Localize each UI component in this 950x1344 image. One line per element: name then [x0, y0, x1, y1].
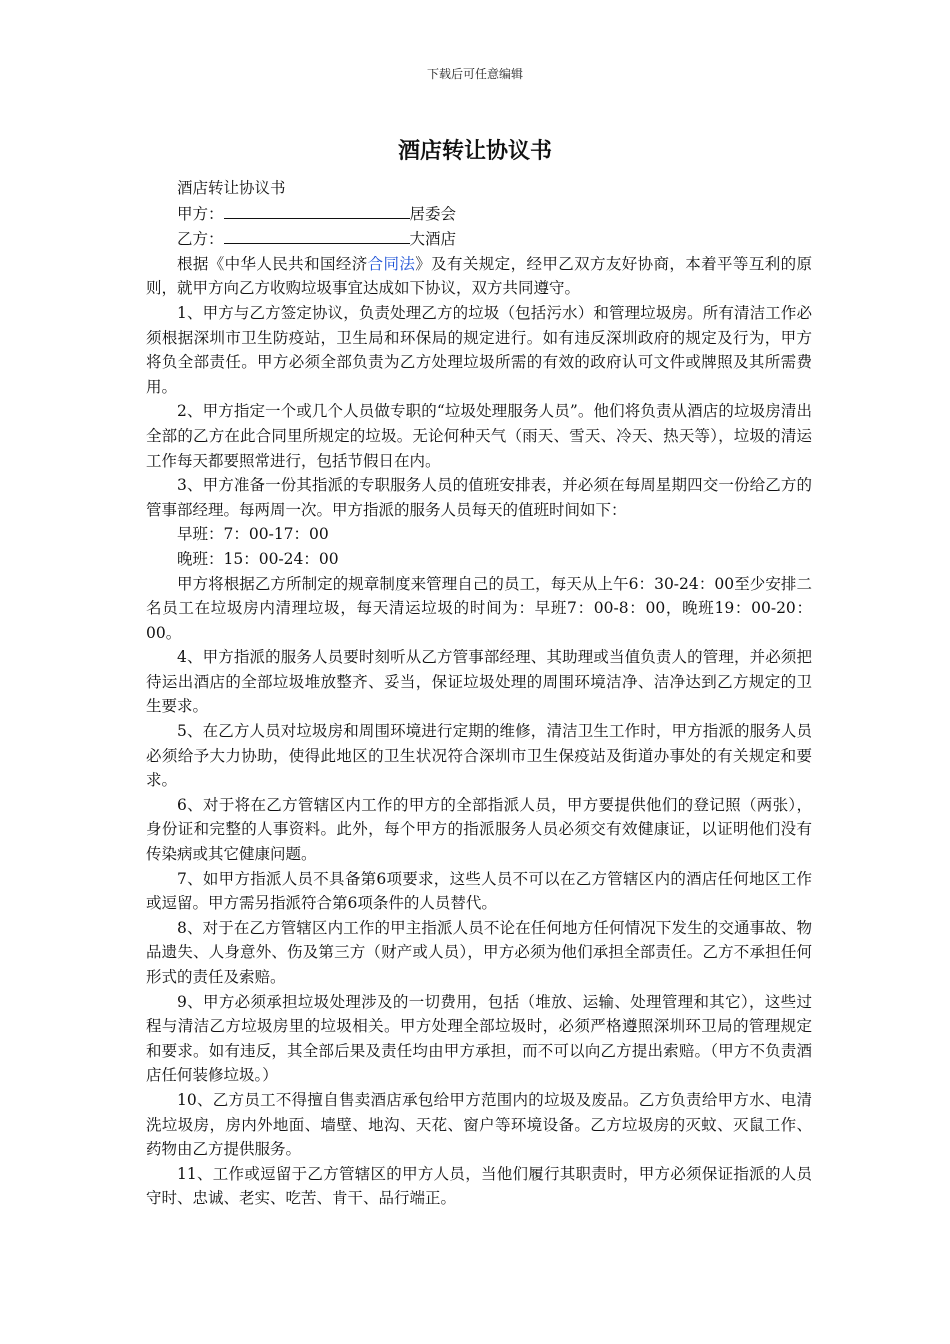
clause-10: 10、乙方员工不得擅自售卖酒店承包给甲方范围内的垃圾及废品。乙方负责给甲方水、电清洗垃圾房，房内外地面、墙壁、地沟、天花、窗户等环境设备。乙方垃圾房的灭蚊、灭鼠工作、药物由乙方提供服务。 [146, 1090, 812, 1159]
party-a-blank [224, 201, 410, 219]
contract-law-link[interactable]: 合同法 [367, 254, 416, 273]
preamble-before: 根据《中华人民共和国经济 [177, 254, 368, 273]
preamble-after: 》及有关规定，经甲乙双方友好协商，本着平等互利的原则，就甲方向乙方收购垃圾事宜达成如下协议，双方共同遵守。 [146, 254, 812, 298]
clause-7: 7、如甲方指派人员不具备第6项要求，这些人员不可以在乙方管辖区内的酒店任何地区工作或逗留。甲方需另指派符合第6项条件的人员替代。 [146, 869, 812, 913]
document-body [146, 176, 812, 1211]
party-b-suffix: 大酒店 [409, 230, 457, 249]
document-title: 酒店转让协议书 [397, 138, 552, 164]
preamble [146, 252, 812, 301]
clause-9: 9、甲方必须承担垃圾处理涉及的一切费用，包括（堆放、运输、处理管理和其它），这些过程与清洁乙方垃圾房里的垃圾相关。甲方处理全部垃圾时，必须严格遵照深圳环卫局的管理规定和要求。如有违反，其全部后果及责任均由甲方承担，而不可以向乙方提出索赔。（甲方不负责酒店任何装修垃圾。） [146, 992, 812, 1085]
header-note: 下载后可任意编辑 [426, 67, 523, 81]
party-b-blank [224, 226, 410, 244]
shift-evening: 晚班：15：00-24：00 [177, 549, 339, 568]
party-a-label: 甲方： [177, 204, 224, 223]
clause-5: 5、在乙方人员对垃圾房和周围环境进行定期的维修，清洁卫生工作时，甲方指派的服务人员必须给予大力协助，使得此地区的卫生状况符合深圳市卫生保疫站及街道办事处的有关规定和要求。 [146, 722, 812, 790]
clause-3-continued: 甲方将根据乙方所制定的规章制度来管理自己的员工，每天从上午6：30-24：00至少安排二名员工在垃圾房内清理垃圾，每天清运垃圾的时间为：早班7：00-8：00，晚班19：00-20：00。 [146, 574, 812, 642]
party-a-line [146, 201, 812, 227]
clause-2: 2、甲方指定一个或几个人员做专职的“垃圾处理服务人员”。他们将负责从酒店的垃圾房清出全部的乙方在此合同里所规定的垃圾。无论何种天气（雨天、雪天、冷天、热天等），垃圾的清运工作每天都要照常进行，包括节假日在内。 [146, 402, 812, 470]
party-a-suffix: 居委会 [409, 204, 457, 223]
clause-8: 8、对于在乙方管辖区内工作的甲主指派人员不论在任何地方任何情况下发生的交通事故、物品遗失、人身意外、伤及第三方（财产或人员），甲方必须为他们承担全部责任。乙方不承担任何形式的责任及索赔。 [146, 918, 812, 986]
shift-morning: 早班：7：00-17：00 [177, 525, 329, 544]
party-b-label: 乙方： [177, 230, 224, 249]
clause-3: 3、甲方准备一份其指派的专职服务人员的值班安排表，并必须在每周星期四交一份给乙方的管事部经理。每两周一次。甲方指派的服务人员每天的值班时间如下： [146, 476, 812, 519]
clause-4: 4、甲方指派的服务人员要时刻听从乙方管事部经理、其助理或当值负责人的管理，并必须把待运出酒店的全部垃圾堆放整齐、妥当，保证垃圾处理的周围环境洁净、洁净达到乙方规定的卫生要求。 [146, 648, 812, 716]
clause-6: 6、对于将在乙方管辖区内工作的甲方的全部指派人员，甲方要提供他们的登记照（两张），身份证和完整的人事资料。此外，每个甲方的指派服务人员必须交有效健康证，以证明他们没有传染病或其它健康问题。 [146, 795, 812, 864]
party-b-line [146, 226, 812, 252]
document-subtitle: 酒店转让协议书 [177, 179, 286, 197]
clause-1: 1、甲方与乙方签定协议，负责处理乙方的垃圾（包括污水）和管理垃圾房。所有清洁工作必须根据深圳市卫生防疫站，卫生局和环保局的规定进行。如有违反深圳政府的规定及行为，甲方将负全部责任。甲方必须全部负责为乙方处理垃圾所需的有效的政府认可文件或牌照及其所需费用。 [146, 303, 812, 396]
clause-11: 11、工作或逗留于乙方管辖区的甲方人员，当他们履行其职责时，甲方必须保证指派的人员守时、忠诚、老实、吃苦、肯干、品行端正。 [146, 1164, 812, 1208]
